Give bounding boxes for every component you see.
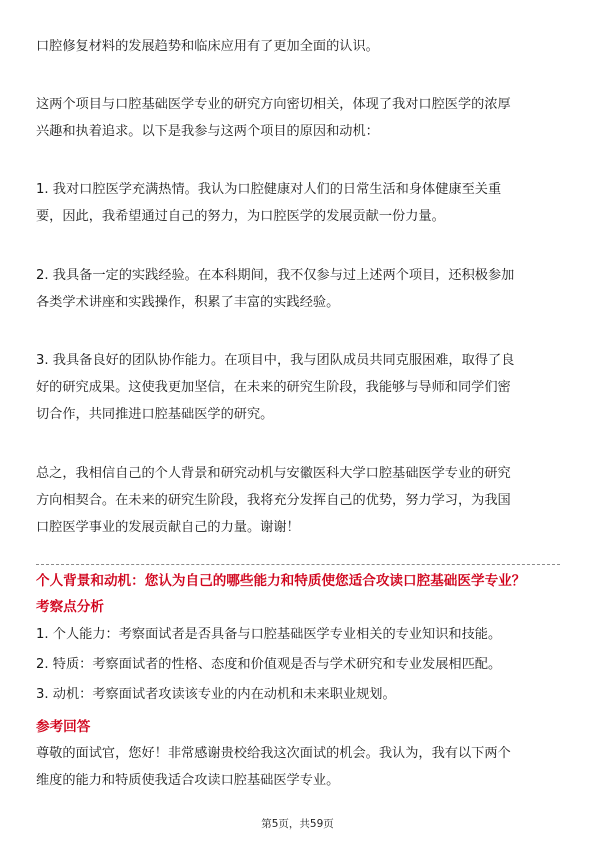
section-divider [36,564,560,565]
paragraph-line: 总之，我相信自己的个人背景和研究动机与安徽医科大学口腔基础医学专业的研究 [36,466,511,481]
paragraph-line: 1. 我对口腔医学充满热情。我认为口腔健康对人们的日常生活和身体健康至关重 [36,182,502,197]
analysis-item: 3. 动机：考察面试者攻读该专业的内在动机和未来职业规划。 [36,687,396,702]
paragraph-line: 3. 我具备良好的团队协作能力。在项目中，我与团队成员共同克服困难，取得了良 [36,353,515,368]
paragraph-line: 这两个项目与口腔基础医学专业的研究方向密切相关，体现了我对口腔医学的浓厚 [36,97,511,112]
question-heading: 个人背景和动机：您认为自己的哪些能力和特质使您适合攻读口腔基础医学专业？ [36,573,526,589]
page-number: 第5页，共59页 [261,818,334,830]
paragraph-line: 要，因此，我希望通过自己的努力，为口腔医学的发展贡献一份力量。 [36,209,445,224]
analysis-heading: 考察点分析 [36,599,104,615]
reference-heading: 参考回答 [36,719,91,735]
analysis-item: 2. 特质：考察面试者的性格、态度和价值观是否与学术研究和专业发展相匹配。 [36,657,502,672]
reference-line: 尊敬的面试官，您好！非常感谢贵校给我这次面试的机会。我认为，我有以下两个 [36,746,511,761]
paragraph-line: 2. 我具备一定的实践经验。在本科期间，我不仅参与过上述两个项目，还积极参加 [36,268,515,283]
paragraph-line: 各类学术讲座和实践操作，积累了丰富的实践经验。 [36,295,340,310]
analysis-item: 1. 个人能力：考察面试者是否具备与口腔基础医学专业相关的专业知识和技能。 [36,627,502,642]
paragraph-line: 口腔医学事业的发展贡献自己的力量。谢谢！ [36,520,300,535]
paragraph-line: 好的研究成果。这使我更加坚信，在未来的研究生阶段，我能够与导师和同学们密 [36,380,511,395]
paragraph-line: 方向相契合。在未来的研究生阶段，我将充分发挥自己的优势，努力学习，为我国 [36,493,511,508]
reference-line: 维度的能力和特质使我适合攻读口腔基础医学专业。 [36,773,340,788]
paragraph-line: 切合作，共同推进口腔基础医学的研究。 [36,407,274,422]
paragraph-line: 口腔修复材料的发展趋势和临床应用有了更加全面的认识。 [36,39,379,54]
paragraph-line: 兴趣和执着追求。以下是我参与这两个项目的原因和动机： [36,124,379,139]
